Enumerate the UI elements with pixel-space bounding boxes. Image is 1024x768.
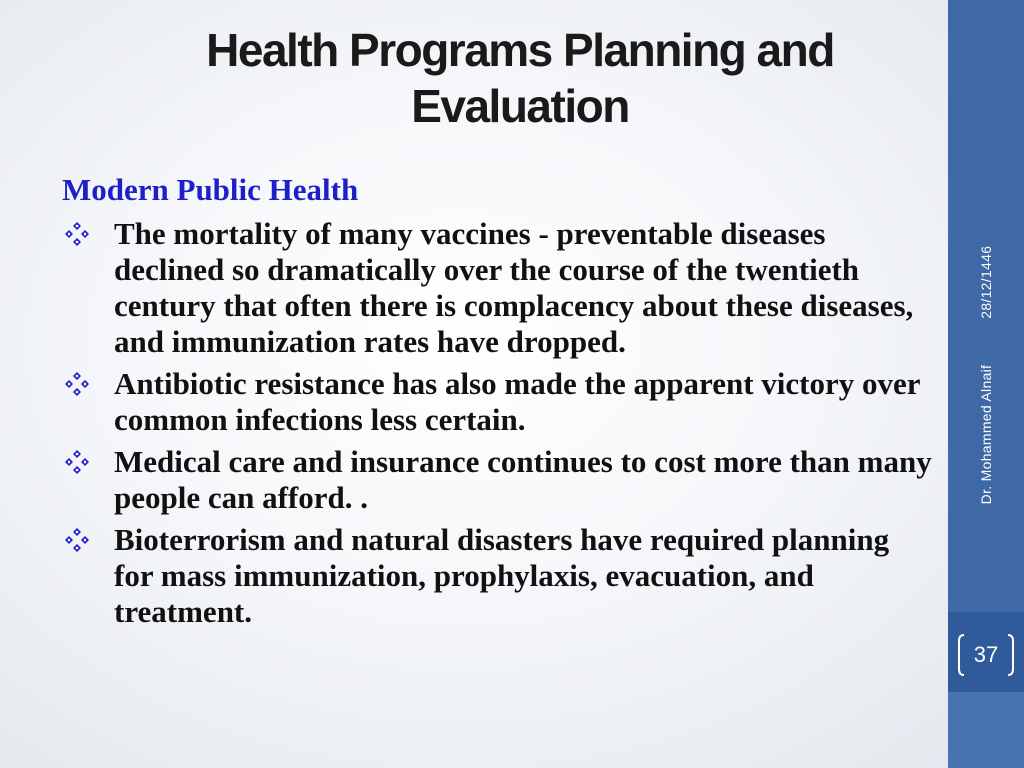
bullet-text: Medical care and insurance continues to cost more than many people can afford. . [114,444,932,515]
bullet-text: Antibiotic resistance has also made the apparent victory over common infections less certain. [114,366,920,437]
bullet-text: The mortality of many vaccines - preventable diseases declined so dramatically over the course of the twentieth century that often there is complacency about these diseases, and immunization rates have dropped. [114,216,914,359]
sidebar-date: 28/12/1446 [978,245,994,319]
sidebar-footer-strip [948,692,1024,768]
bullet-item [62,216,932,360]
four-diamond-bullet-icon [64,371,90,397]
bullet-list [62,216,932,636]
page-number: 37 [973,642,999,667]
slide-title-line-2: Evaluation [411,80,629,132]
sidebar-author: Dr. Mohammed Alnaif [978,364,994,505]
bullet-item [62,444,932,516]
four-diamond-bullet-icon [64,449,90,475]
bullet-text: Bioterrorism and natural disasters have required planning for mass immunization, prophylaxis, evacuation, and treatment. [114,522,890,629]
slide-title-line-1: Health Programs Planning and [206,24,834,76]
bullet-item [62,366,932,438]
slide-title [120,22,920,134]
bullet-item [62,522,932,630]
page-number-badge [956,632,1016,678]
four-diamond-bullet-icon [64,527,90,553]
section-heading: Modern Public Health [62,172,359,207]
four-diamond-bullet-icon [64,221,90,247]
sidebar-vertical-text [978,246,994,505]
